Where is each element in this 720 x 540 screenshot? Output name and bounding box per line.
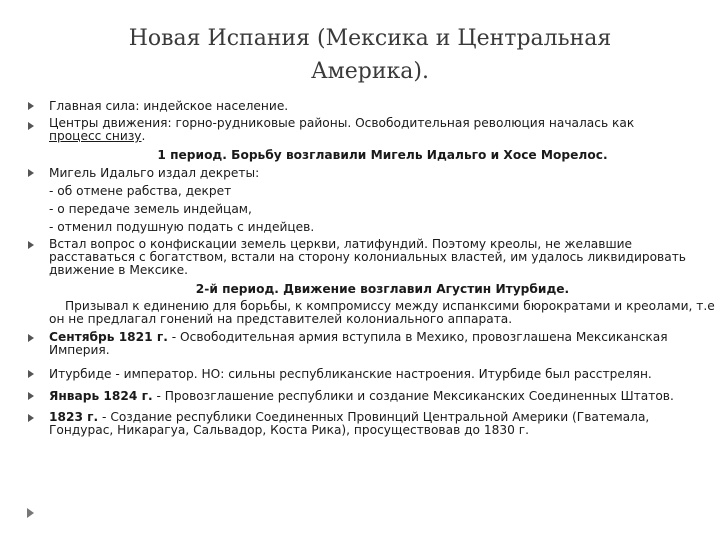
- triangle-bullet-icon: [28, 370, 34, 378]
- unity-text: Призывал к единению для борьбы, к компромиссу между испанксими бюрократами и креолами, т.е он не предлагал гонений на представителей колониального аппарата.: [49, 299, 715, 326]
- main-force-text: Главная сила: индейское население.: [49, 99, 289, 113]
- slide-content: [26, 97, 716, 440]
- list-item: Центры движения: горно-рудниковые районы. Освободительная революция началась как процесс снизу.: [26, 115, 716, 146]
- decree-line: - об отмене рабства, декрет: [49, 184, 232, 198]
- triangle-bullet-icon: [28, 122, 34, 130]
- triangle-bullet-icon: [28, 334, 34, 342]
- triangle-bullet-icon: [28, 414, 34, 422]
- january-text: - Провозглашение республики и создание Мексиканских Соединенных Штатов.: [152, 389, 674, 403]
- list-item: [26, 329, 716, 360]
- period-2-heading: 2-й период. Движение возглавил Агустин Итурбиде.: [195, 282, 570, 296]
- empty-bullet-icon: [27, 508, 34, 518]
- list-item: [26, 236, 716, 280]
- centers-text: Центры движения: горно-рудниковые районы. Освободительная революция началась как: [49, 116, 635, 130]
- triangle-bullet-icon: [28, 241, 34, 249]
- september-date: Сентябрь 1821 г.: [49, 330, 168, 344]
- september-text: - Освободительная армия вступила в Мехико, провозглашена Мексиканская Империя.: [49, 330, 668, 357]
- list-item: [26, 360, 716, 383]
- title-line-1: Новая Испания (Мексика и Центральная: [128, 26, 612, 51]
- decrees-text: Мигель Идальго издал декреты:: [49, 166, 260, 180]
- list-item: [26, 383, 716, 405]
- january-date: Январь 1824 г.: [49, 389, 153, 403]
- title-line-2: Америка).: [311, 59, 429, 84]
- year-1823-date: 1823 г.: [49, 410, 99, 424]
- decree-line: - отменил подушную подать с индейцев.: [49, 220, 315, 234]
- decree-line: - о передаче земель индейцам,: [49, 202, 252, 216]
- triangle-bullet-icon: [28, 392, 34, 400]
- confiscation-text: Встал вопрос о конфискации земель церкви, латифундий. Поэтому креолы, не желавшие расставаться с богатством, встали на сторону колониальных властей, им удалось ликвидировать движение в Мексике.: [49, 237, 686, 277]
- emperor-text: Итурбиде - император. НО: сильны республиканские настроения. Итурбиде был расстрелян.: [49, 367, 652, 381]
- list-item: [26, 164, 716, 182]
- list-item: [26, 405, 716, 440]
- triangle-bullet-icon: [28, 102, 34, 110]
- triangle-bullet-icon: [28, 169, 34, 177]
- centers-underlined-text: процесс снизу: [49, 129, 142, 143]
- year-1823-text: - Создание республики Соединенных Провинций Центральной Америки (Гватемала, Гондурас, Никарагуа, Сальвадор, Коста Рика), просуществовав до 1830 г.: [49, 410, 650, 437]
- list-item: [26, 97, 716, 115]
- period-1-heading: 1 период. Борьбу возглавили Мигель Идальго и Хосе Морелос.: [157, 148, 608, 162]
- slide-title: [60, 22, 680, 88]
